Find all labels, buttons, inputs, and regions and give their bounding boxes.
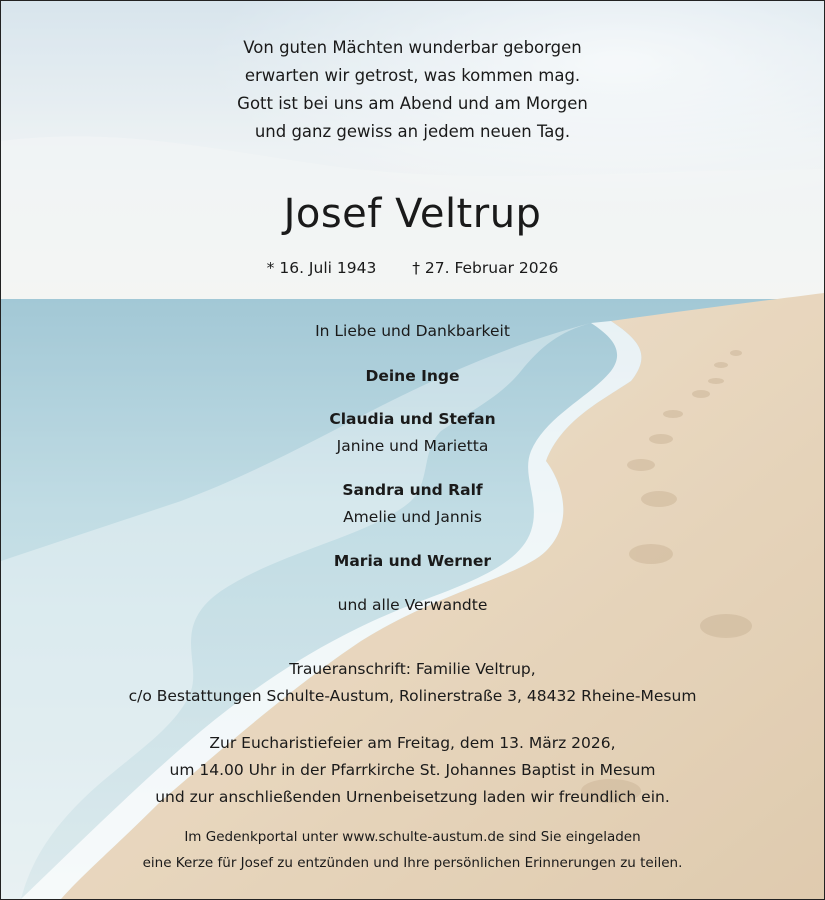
portal-line-2: eine Kerze für Josef zu entzünden und Ihre persönlichen Erinnerungen zu teilen. [142,855,683,871]
mourner-line: und alle Verwandte [337,596,488,614]
service-line-2: um 14.00 Uhr in der Pfarrkirche St. Johannes Baptist in Mesum [169,761,656,779]
service-line-3: und zur anschließenden Urnenbeisetzung laden wir freundlich ein. [155,788,670,806]
notice-text [1,1,824,899]
mourner-line: Claudia und Stefan [329,410,496,428]
portal-line-1: Im Gedenkportal unter www.schulte-austum.de sind Sie eingeladen [184,829,641,845]
birth-date: * 16. Juli 1943 [266,259,377,277]
mourner-line: Amelie und Jannis [343,508,482,526]
mourner-line: Sandra und Ralf [342,481,483,499]
address-line-2: c/o Bestattungen Schulte-Austum, Rolinerstraße 3, 48432 Rheine-Mesum [128,687,697,705]
life-dates [1,259,824,277]
death-date: † 27. Februar 2026 [412,259,559,277]
mourner-line: Janine und Marietta [336,437,489,455]
verse-line-4: und ganz gewiss an jedem neuen Tag. [254,122,571,141]
verse-line-1: Von guten Mächten wunderbar geborgen [243,38,582,57]
address-line-1: Traueranschrift: Familie Veltrup, [289,660,536,678]
mourners-intro: In Liebe und Dankbarkeit [315,322,510,340]
deceased-name: Josef Veltrup [283,191,542,237]
verse-line-3: Gott ist bei uns am Abend und am Morgen [237,94,588,113]
verse-line-2: erwarten wir getrost, was kommen mag. [244,66,581,85]
mourner-line: Maria und Werner [333,552,492,570]
mourner-line: Deine Inge [365,367,460,385]
service-line-1: Zur Eucharistiefeier am Freitag, dem 13. März 2026, [209,734,616,752]
